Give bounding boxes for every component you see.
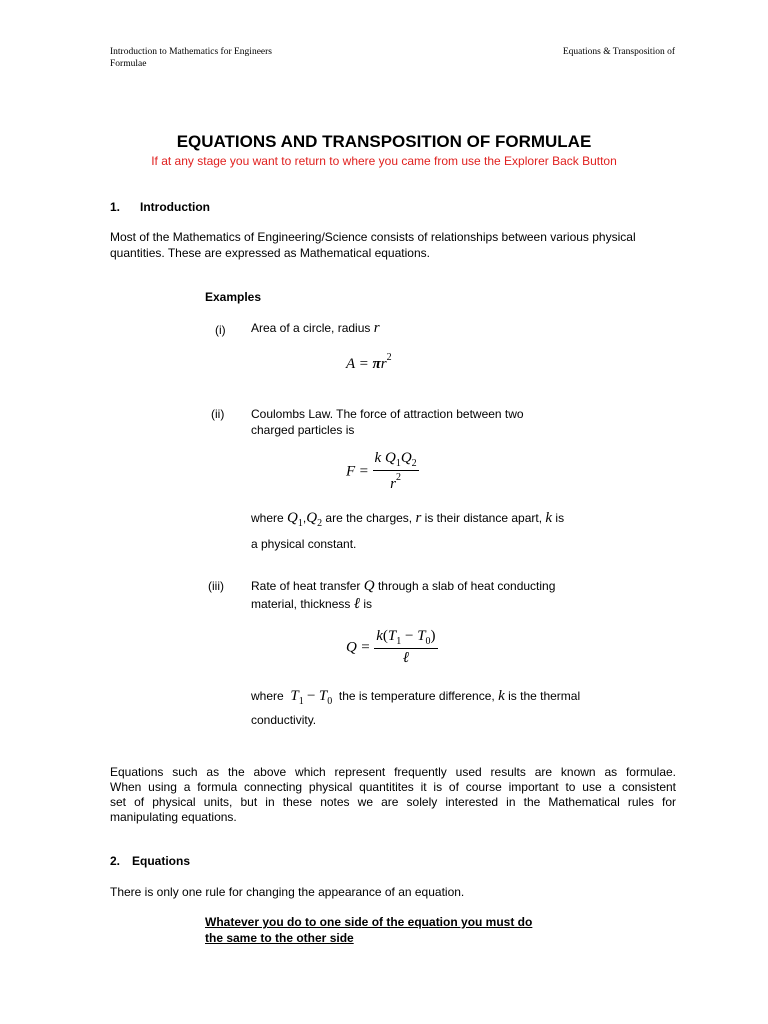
paragraph-line: Equations such as the above which represent frequently used results are known as formulae.: [110, 765, 676, 779]
formula-symbol: ,: [302, 511, 307, 525]
formula-symbol: r: [380, 356, 387, 372]
section1-paragraph: [110, 229, 680, 261]
formula-coulombs-law: [346, 450, 419, 493]
formula-symbol: π: [372, 356, 381, 372]
formula-subscript: 1: [298, 696, 304, 707]
fraction-numerator: [374, 628, 437, 649]
formula-symbol: (: [382, 628, 388, 644]
explanation-text: the is temperature difference,: [338, 689, 495, 703]
formula-symbol: r: [415, 510, 422, 526]
formula-symbol: T: [290, 688, 299, 704]
formula-symbol: Q: [363, 578, 375, 594]
fraction: [373, 450, 419, 493]
radius-variable: r: [373, 320, 380, 336]
example-explanation: [251, 510, 564, 552]
page-title: EQUATIONS AND TRANSPOSITION OF FORMULAE: [176, 132, 592, 151]
section1-para-line2: quantities. These are expressed as Mathematical equations.: [110, 246, 430, 260]
section2-heading: Equations: [132, 854, 191, 868]
formula-subscript: 0: [327, 696, 333, 707]
formula-symbol: −: [307, 688, 316, 704]
example-text-part: Rate of heat transfer: [251, 579, 361, 593]
formula-symbol: T: [417, 628, 426, 644]
section1-number: 1.: [110, 200, 121, 214]
example-label: (ii): [211, 407, 225, 421]
example-text-part: is: [363, 597, 372, 611]
example-label: (iii): [208, 579, 224, 593]
formula-subscript: 2: [411, 458, 417, 469]
fraction-denominator: [373, 471, 419, 493]
formula-symbol: k: [374, 450, 382, 466]
formula-symbol: =: [359, 463, 369, 480]
explanation-line: [251, 510, 564, 532]
formula-subscript: 1: [395, 458, 401, 469]
back-button-note: If at any stage you want to return to where you came from use the Explorer Back Button: [151, 154, 617, 168]
formula-subscript: 0: [425, 636, 431, 647]
paragraph-line: manipulating equations.: [110, 810, 237, 824]
example-text-part: material, thickness: [251, 597, 351, 611]
section1-para-line1: Most of the Mathematics of Engineering/Science consists of relationships between various physical: [110, 230, 636, 244]
formula-symbol: ℓ: [353, 596, 360, 612]
example-explanation: [251, 688, 580, 728]
rule-line: the same to the other side: [205, 931, 354, 945]
formula-subscript: 1: [297, 518, 303, 529]
equation-rule: [205, 914, 532, 946]
formula-symbol: Q: [306, 510, 318, 526]
example-text-line: Coulombs Law. The force of attraction between two: [251, 407, 524, 421]
explanation-line: conductivity.: [251, 713, 317, 727]
explanation-text: is the thermal: [508, 689, 581, 703]
running-header-left: [110, 46, 272, 70]
paragraph-line: set of physical units, but in these notes we are solely interested in the Mathematical rules for: [110, 795, 676, 809]
example-text-line: Area of a circle, radius: [251, 321, 371, 335]
explanation-text: is their distance apart,: [424, 511, 543, 525]
formula-symbol: −: [404, 628, 414, 644]
formula-exponent: 2: [396, 472, 402, 483]
formula-symbol: ): [430, 628, 436, 644]
header-left-line1: Introduction to Mathematics for Engineers: [110, 47, 272, 57]
formula-symbol: T: [318, 688, 328, 704]
formula-symbol: r: [390, 476, 397, 492]
explanation-text: where: [251, 689, 284, 703]
fraction-numerator: [373, 450, 419, 471]
section2-number: 2.: [110, 854, 121, 868]
formula-symbol: k: [545, 510, 553, 526]
formula-heat-transfer: [346, 628, 438, 667]
example-text-line: charged particles is: [251, 423, 355, 437]
explanation-text: is: [555, 511, 565, 525]
example-text-line: [251, 596, 555, 612]
explanation-line: [251, 688, 580, 710]
header-right: Equations & Transposition of: [562, 47, 675, 57]
formula-symbol: A: [346, 356, 356, 372]
formula-symbol: T: [387, 628, 397, 644]
explanation-line: a physical constant.: [251, 537, 357, 551]
examples-heading: Examples: [205, 290, 262, 304]
explanation-text: are the charges,: [325, 511, 413, 525]
header-left-line2: Formulae: [110, 59, 147, 69]
example-text-line: [251, 578, 555, 594]
formula-symbol: k: [376, 628, 383, 644]
paragraph-line: When using a formula connecting physical quantitites it is of course important to use a consistent: [110, 780, 676, 794]
formula-symbol: ℓ: [402, 650, 409, 666]
example-text: [251, 320, 380, 336]
formula-symbol: Q: [346, 639, 357, 656]
formula-subscript: 2: [317, 518, 323, 529]
section1-heading: Introduction: [140, 200, 210, 214]
example-text: [251, 406, 524, 438]
example-text: [251, 578, 555, 612]
fraction-denominator: [374, 649, 437, 667]
example-text-part: through a slab of heat conducting: [377, 579, 556, 593]
formulae-paragraph: [110, 765, 676, 825]
rule-line: Whatever you do to one side of the equation you must do: [205, 915, 533, 929]
formula-subscript: 1: [396, 636, 402, 647]
formula-symbol: =: [361, 639, 370, 656]
explanation-text: where: [251, 511, 284, 525]
formula-symbol: k: [498, 688, 505, 704]
formula-symbol: F: [346, 463, 356, 480]
formula-exponent: 2: [386, 352, 392, 363]
formula-symbol: Q: [384, 450, 396, 466]
section2-paragraph: There is only one rule for changing the appearance of an equation.: [110, 885, 465, 899]
formula-circle-area: [346, 352, 392, 373]
fraction: [374, 628, 437, 667]
example-label: (i): [215, 323, 226, 337]
formula-symbol: Q: [400, 450, 412, 466]
formula-symbol: Q: [287, 510, 298, 526]
formula-symbol: =: [359, 356, 369, 372]
